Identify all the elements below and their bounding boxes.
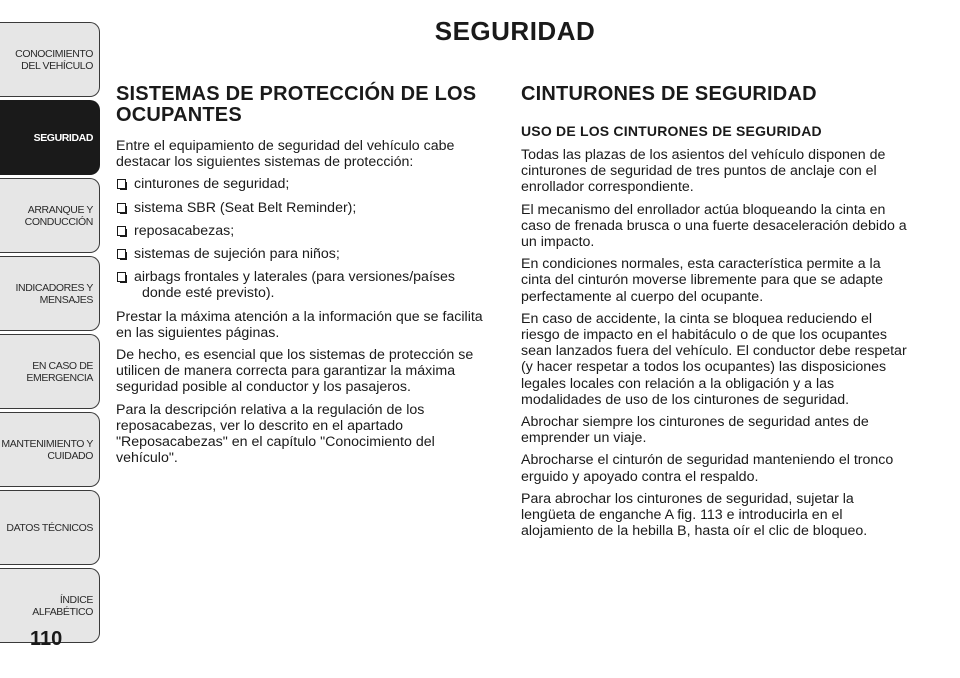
intro-paragraph: Entre el equipamiento de seguridad del vehículo cabe destacar los siguientes sistemas de protección: bbox=[116, 138, 455, 171]
tab-label-line1: DATOS TÉCNICOS bbox=[6, 521, 93, 534]
list-item bbox=[116, 223, 500, 239]
tab-label-line1: CONOCIMIENTO bbox=[15, 47, 93, 60]
list-item-text: reposacabezas; bbox=[134, 222, 235, 239]
tab-label-line1: ARRANQUE Y bbox=[27, 203, 93, 216]
protection-systems-list bbox=[116, 176, 500, 301]
list-item bbox=[116, 176, 500, 192]
paragraph: Para la descripción relativa a la regulación de los reposacabezas, ver lo descrito en el apartado "Reposacabezas" en el capítulo "Conocimiento del vehículo". bbox=[116, 401, 435, 467]
list-item bbox=[116, 200, 500, 216]
paragraph: De hecho, es esencial que los sistemas de protección se utilicen de manera correcta para garantizar la máxima seguridad posible al conductor y los pasajeros. bbox=[116, 347, 474, 396]
list-item-text: cinturones de seguridad; bbox=[134, 176, 290, 193]
tab-indicadores[interactable] bbox=[0, 256, 100, 331]
checkbox-bullet-icon bbox=[117, 203, 126, 213]
paragraph: Todas las plazas de los asientos del vehículo disponen de cinturones de seguridad de tres puntos de anclaje con el enrollador correspondiente. bbox=[521, 147, 886, 196]
list-item bbox=[116, 269, 500, 301]
left-column bbox=[116, 84, 500, 472]
list-item-continuation: donde esté previsto). bbox=[142, 285, 275, 302]
tab-label-line1: ÍNDICE ALFABÉTICO bbox=[32, 593, 93, 618]
tab-label-line2: DEL VEHÍCULO bbox=[21, 59, 93, 72]
subsection-heading: USO DE LOS CINTURONES DE SEGURIDAD bbox=[521, 123, 822, 139]
tab-label-line1: EN CASO DE bbox=[32, 359, 93, 372]
right-column bbox=[521, 84, 911, 545]
tab-label-line2: EMERGENCIA bbox=[26, 371, 93, 384]
page-title: SEGURIDAD bbox=[434, 16, 596, 46]
checkbox-bullet-icon bbox=[117, 226, 126, 236]
tab-label-line1: INDICADORES Y bbox=[15, 281, 93, 294]
paragraph: Abrochar siempre los cinturones de seguridad antes de emprender un viaje. bbox=[521, 414, 869, 447]
section-heading: SISTEMAS DE PROTECCIÓN DE LOS OCUPANTES bbox=[116, 83, 477, 126]
section-heading: CINTURONES DE SEGURIDAD bbox=[521, 83, 817, 105]
page-number: 110 bbox=[30, 628, 63, 650]
tab-emergencia[interactable] bbox=[0, 334, 100, 409]
paragraph: El mecanismo del enrollador actúa bloqueando la cinta en caso de frenada brusca o una fuerte desaceleración debido a un impacto. bbox=[521, 201, 907, 251]
tab-datos-tecnicos[interactable] bbox=[0, 490, 100, 565]
tab-label-line2: CUIDADO bbox=[47, 449, 93, 462]
paragraph: En caso de accidente, la cinta se bloquea reduciendo el riesgo de impacto en el habitáculo o de que los ocupantes sean lanzados fuera del vehículo. El conductor debe respetar (y hacer respetar a todos los ocupantes) las disposiciones legales locales con relación a la obligación y a las modalidades de uso de los cinturones de seguridad. bbox=[521, 310, 907, 408]
checkbox-bullet-icon bbox=[117, 179, 126, 189]
tab-mantenimiento[interactable] bbox=[0, 412, 100, 487]
tab-label-line2: MENSAJES bbox=[39, 293, 93, 306]
list-item bbox=[116, 246, 500, 262]
list-item-text: airbags frontales y laterales (para versiones/países bbox=[134, 269, 455, 286]
tab-arranque[interactable] bbox=[0, 178, 100, 253]
tab-label-line1: SEGURIDAD bbox=[33, 131, 93, 144]
tab-conocimiento[interactable] bbox=[0, 22, 100, 97]
checkbox-bullet-icon bbox=[117, 272, 126, 282]
tab-label-line1: MANTENIMIENTO Y bbox=[1, 437, 93, 450]
tab-seguridad[interactable] bbox=[0, 100, 100, 175]
list-item-text: sistema SBR (Seat Belt Reminder); bbox=[134, 199, 357, 216]
tab-label-line2: CONDUCCIÓN bbox=[24, 215, 93, 228]
paragraph: Prestar la máxima atención a la información que se facilita en las siguientes páginas. bbox=[116, 308, 483, 341]
checkbox-bullet-icon bbox=[117, 249, 126, 259]
list-item-text: sistemas de sujeción para niños; bbox=[134, 246, 340, 263]
paragraph: Abrocharse el cinturón de seguridad manteniendo el tronco erguido y apoyado contra el respaldo. bbox=[521, 452, 894, 485]
paragraph: En condiciones normales, esta característica permite a la cinta del cinturón moverse libremente para que se adapte perfectamente al cuerpo del ocupante. bbox=[521, 256, 883, 305]
paragraph: Para abrochar los cinturones de seguridad, sujetar la lengüeta de enganche A fig. 113 e introducirla en el alojamiento de la hebilla B, hasta oír el clic de bloqueo. bbox=[521, 490, 868, 540]
